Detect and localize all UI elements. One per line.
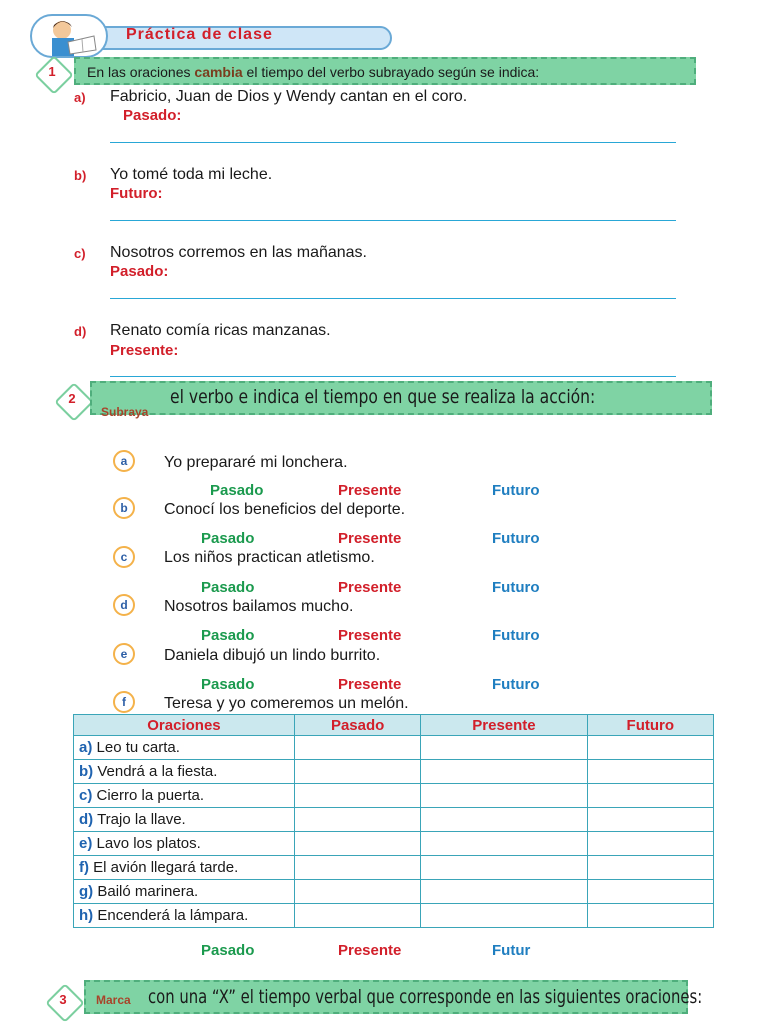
table-row	[74, 808, 714, 832]
section-number: 2	[68, 391, 76, 406]
sentence: Teresa y yo comeremos un melón.	[164, 695, 409, 712]
row-sentence: c) Cierro la puerta.	[74, 784, 295, 808]
mark-cell-pasado[interactable]	[294, 856, 420, 880]
answer-line[interactable]	[110, 142, 676, 143]
table-row	[74, 736, 714, 760]
table-row	[74, 880, 714, 904]
option-futuro[interactable]: Futuro	[492, 676, 540, 693]
sentence: Nosotros corremos en las mañanas.	[110, 244, 367, 261]
sentence: Daniela dibujó un lindo burrito.	[164, 647, 381, 664]
row-sentence: d) Trajo la llave.	[74, 808, 295, 832]
option-presente[interactable]: Presente	[338, 482, 402, 499]
mark-cell-pasado[interactable]	[294, 808, 420, 832]
target-tense: Presente:	[110, 342, 179, 359]
mark-cell-pasado[interactable]	[294, 760, 420, 784]
option-presente[interactable]: Presente	[338, 627, 402, 644]
mark-cell-pasado[interactable]	[294, 904, 420, 928]
row-sentence: h) Encenderá la lámpara.	[74, 904, 295, 928]
mark-cell-futuro[interactable]	[587, 760, 713, 784]
page-title: Práctica de clase	[126, 26, 273, 43]
mark-cell-presente[interactable]	[421, 904, 587, 928]
sentence: Yo tomé toda mi leche.	[110, 166, 273, 183]
option-pasado[interactable]: Pasado	[201, 627, 255, 644]
mark-cell-futuro[interactable]	[587, 808, 713, 832]
table-row	[74, 904, 714, 928]
option-presente[interactable]: Presente	[338, 579, 402, 596]
mark-cell-presente[interactable]	[421, 856, 587, 880]
mark-cell-pasado[interactable]	[294, 784, 420, 808]
mark-cell-pasado[interactable]	[294, 736, 420, 760]
row-sentence: f) El avión llegará tarde.	[74, 856, 295, 880]
mark-cell-presente[interactable]	[421, 784, 587, 808]
option-pasado[interactable]: Pasado	[201, 676, 255, 693]
item-letter: c)	[74, 246, 86, 261]
option-futuro[interactable]: Futuro	[492, 482, 540, 499]
option-presente[interactable]: Presente	[338, 942, 402, 959]
instruction-text: En las oraciones cambia el tiempo del verbo subrayado según se indica:	[87, 64, 540, 80]
mark-cell-futuro[interactable]	[587, 832, 713, 856]
answer-line[interactable]	[110, 220, 676, 221]
option-pasado[interactable]: Pasado	[210, 482, 264, 499]
mark-cell-presente[interactable]	[421, 832, 587, 856]
option-futuro[interactable]: Futuro	[492, 627, 540, 644]
mark-cell-futuro[interactable]	[587, 904, 713, 928]
item-letter-circle: e	[113, 643, 135, 665]
instruction-keyword: Subraya	[101, 405, 149, 419]
table-row	[74, 832, 714, 856]
item-letter: a)	[74, 90, 86, 105]
target-tense: Futuro:	[110, 185, 163, 202]
item-letter: d)	[74, 324, 87, 339]
target-tense: Pasado:	[123, 107, 182, 124]
answer-line[interactable]	[110, 376, 676, 377]
option-presente[interactable]: Presente	[338, 676, 402, 693]
sentence: Yo prepararé mi lonchera.	[164, 454, 348, 471]
mark-cell-presente[interactable]	[421, 736, 587, 760]
sentence: Fabricio, Juan de Dios y Wendy cantan en el coro.	[110, 88, 468, 105]
item-letter-circle: f	[113, 691, 135, 713]
mark-cell-pasado[interactable]	[294, 832, 420, 856]
instruction-text: con una “X” el tiempo verbal que corresponde en las siguientes oraciones:	[148, 986, 703, 1008]
sentence: Renato comía ricas manzanas.	[110, 322, 331, 339]
verb-tense-table	[73, 714, 714, 928]
instruction-text: el verbo e indica el tiempo en que se realiza la acción:	[170, 386, 596, 408]
target-tense: Pasado:	[110, 263, 169, 280]
mark-cell-pasado[interactable]	[294, 880, 420, 904]
answer-line[interactable]	[110, 298, 676, 299]
item-letter-circle: b	[113, 497, 135, 519]
section-number: 3	[59, 992, 67, 1007]
option-presente[interactable]: Presente	[338, 530, 402, 547]
mark-cell-futuro[interactable]	[587, 880, 713, 904]
header-futuro: Futuro	[587, 715, 713, 736]
instruction-keyword: Marca	[96, 993, 131, 1007]
option-futuro[interactable]: Futuro	[492, 530, 540, 547]
option-pasado[interactable]: Pasado	[201, 530, 255, 547]
option-pasado[interactable]: Pasado	[201, 942, 255, 959]
mark-cell-presente[interactable]	[421, 808, 587, 832]
table-row	[74, 784, 714, 808]
section-number: 1	[48, 64, 56, 79]
item-letter-circle: a	[113, 450, 135, 472]
header-presente: Presente	[421, 715, 587, 736]
instruction-keyword: cambia	[194, 64, 243, 80]
sentence: Los niños practican atletismo.	[164, 549, 375, 566]
header-pasado: Pasado	[294, 715, 420, 736]
mark-cell-presente[interactable]	[421, 760, 587, 784]
table-row	[74, 856, 714, 880]
row-sentence: a) Leo tu carta.	[74, 736, 295, 760]
mark-cell-futuro[interactable]	[587, 784, 713, 808]
table-row	[74, 760, 714, 784]
row-sentence: e) Lavo los platos.	[74, 832, 295, 856]
mark-cell-presente[interactable]	[421, 880, 587, 904]
sentence: Nosotros bailamos mucho.	[164, 598, 354, 615]
mark-cell-futuro[interactable]	[587, 736, 713, 760]
item-letter-circle: c	[113, 546, 135, 568]
row-sentence: b) Vendrá a la fiesta.	[74, 760, 295, 784]
row-sentence: g) Bailó marinera.	[74, 880, 295, 904]
sentence: Conocí los beneficios del deporte.	[164, 501, 406, 518]
item-letter: b)	[74, 168, 87, 183]
item-letter-circle: d	[113, 594, 135, 616]
mark-cell-futuro[interactable]	[587, 856, 713, 880]
student-reading-illustration	[30, 14, 108, 58]
header-oraciones: Oraciones	[74, 715, 295, 736]
option-pasado[interactable]: Pasado	[201, 579, 255, 596]
option-futuro[interactable]: Futuro	[492, 579, 540, 596]
option-futuro[interactable]: Futur	[492, 942, 531, 959]
